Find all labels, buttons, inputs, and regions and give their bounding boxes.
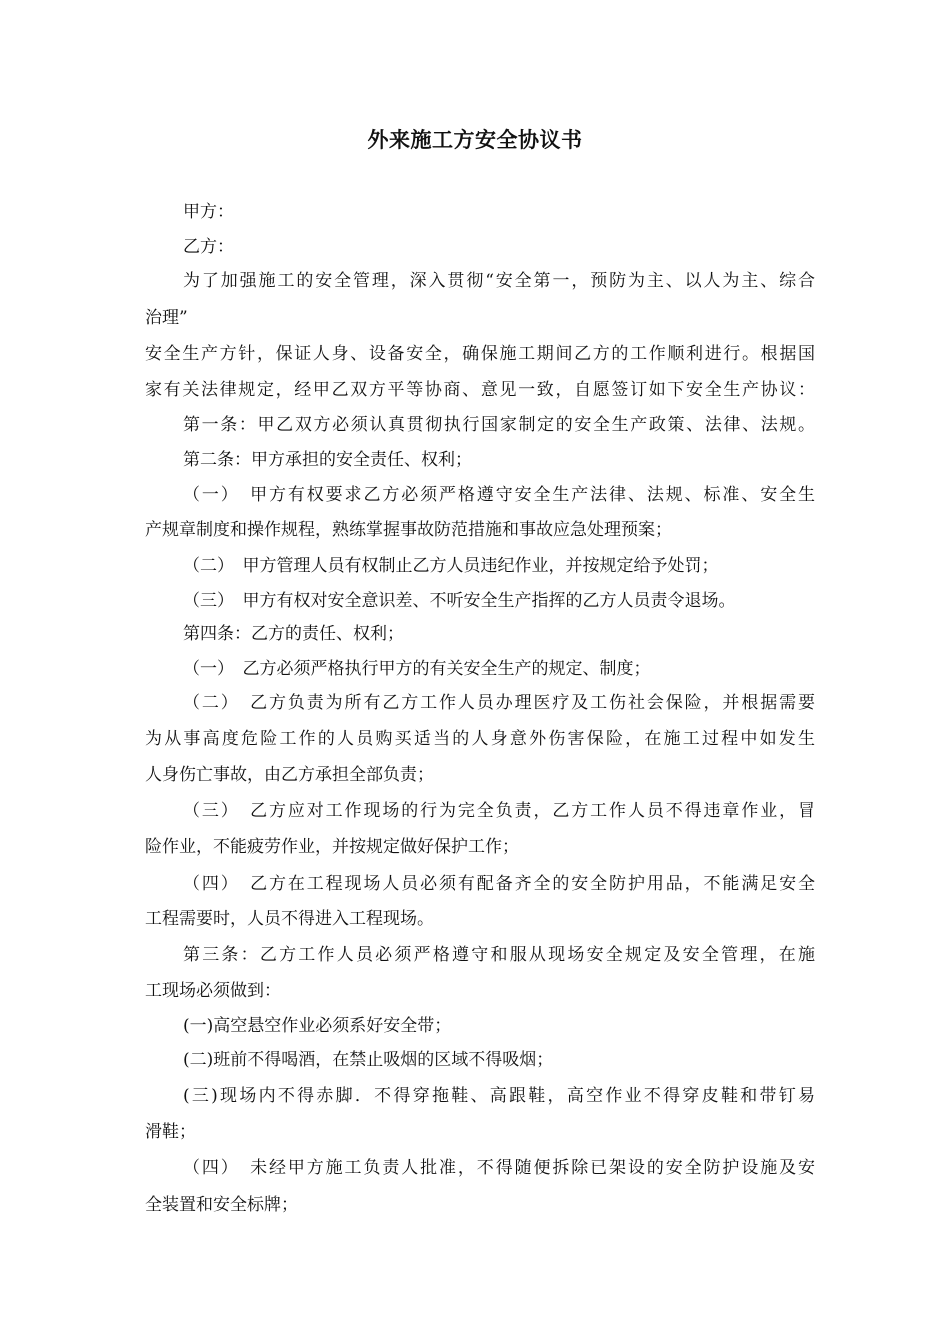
document-title: 外来施工方安全协议书 <box>367 127 583 152</box>
article-4-heading: 第四条：乙方的责任、权利； <box>183 624 404 644</box>
rule-line: （四） 未经甲方施工负责人批准，不得随便拆除已架设的安全防护设施及安 <box>183 1158 815 1178</box>
clause-line: 产规章制度和操作规程，熟练掌握事故防范措施和事故应急处理预案； <box>145 520 672 540</box>
article-3: 工现场必须做到： <box>145 981 281 1001</box>
party-a-line: 甲方： <box>183 202 234 222</box>
clause-line: （三） 甲方有权对安全意识差、不听安全生产指挥的乙方人员责令退场。 <box>183 591 736 611</box>
article-2-heading: 第二条：甲方承担的安全责任、权利； <box>183 450 472 470</box>
clause-line: 险作业，不能疲劳作业，并按规定做好保护工作； <box>145 837 519 857</box>
paragraph-line: 为了加强施工的安全管理，深入贯彻“安全第一，预防为主、以人为主、综合 <box>183 271 815 291</box>
clause-line: （四） 乙方在工程现场人员必须有配备齐全的安全防护用品，不能满足安全 <box>183 874 815 894</box>
clause-line: 为从事高度危险工作的人员购买适当的人身意外伤害保险，在施工过程中如发生 <box>145 729 815 749</box>
party-b-line: 乙方： <box>183 237 234 257</box>
clause-line: 工程需要时，人员不得进入工程现场。 <box>145 909 434 929</box>
paragraph-line: 治理” <box>145 308 188 328</box>
clause-line: （一） 甲方有权要求乙方必须严格遵守安全生产法律、法规、标准、安全生 <box>183 485 815 505</box>
rule-line: (三)现场内不得赤脚．不得穿拖鞋、高跟鞋，高空作业不得穿皮鞋和带钉易 <box>183 1086 815 1106</box>
clause-line: （二） 乙方负责为所有乙方工作人员办理医疗及工伤社会保险，并根据需要 <box>183 693 815 713</box>
article-1: 第一条：甲乙双方必须认真贯彻执行国家制定的安全生产政策、法律、法规。 <box>183 415 815 435</box>
clause-line: （二） 甲方管理人员有权制止乙方人员违纪作业，并按规定给予处罚； <box>183 556 719 576</box>
rule-line: (二)班前不得喝酒，在禁止吸烟的区域不得吸烟； <box>183 1050 554 1070</box>
rule-line: (一)高空悬空作业必须系好安全带； <box>183 1016 452 1036</box>
paragraph-line: 安全生产方针，保证人身、设备安全，确保施工期间乙方的工作顺利进行。根据国 <box>145 344 815 364</box>
paragraph-line: 家有关法律规定，经甲乙双方平等协商、意见一致，自愿签订如下安全生产协议： <box>145 380 815 400</box>
clause-line: 人身伤亡事故，由乙方承担全部负责； <box>145 765 434 785</box>
rule-line: 全装置和安全标牌； <box>145 1195 298 1215</box>
article-3: 第三条：乙方工作人员必须严格遵守和服从现场安全规定及安全管理，在施 <box>183 945 815 965</box>
rule-line: 滑鞋； <box>145 1122 196 1142</box>
clause-line: （三） 乙方应对工作现场的行为完全负责，乙方工作人员不得违章作业，冒 <box>183 801 815 821</box>
clause-line: （一） 乙方必须严格执行甲方的有关安全生产的规定、制度； <box>183 659 651 679</box>
